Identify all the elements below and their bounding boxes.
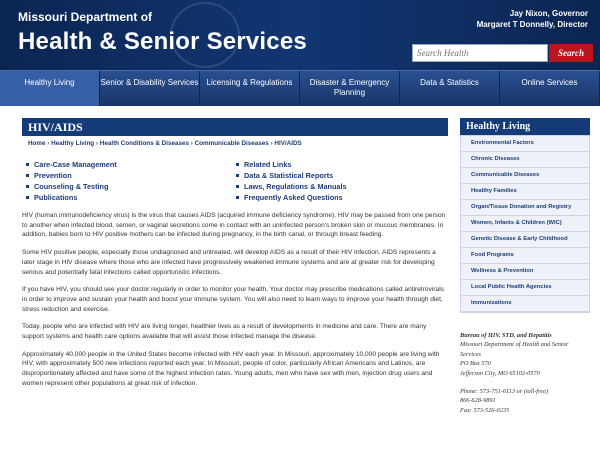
page-title: HIV/AIDS	[22, 118, 448, 136]
link-publications[interactable]: Publications	[26, 192, 236, 203]
topic-links-left	[26, 159, 236, 203]
contact-bureau: Bureau of HIV, STD, and Hepatitis	[460, 332, 552, 339]
nav-data-statistics[interactable]: Data & Statistics	[400, 71, 500, 106]
sidebar-item-organ-donation[interactable]: Organ/Tissue Donation and Registry	[461, 200, 589, 216]
link-prevention[interactable]: Prevention	[26, 170, 236, 181]
sidebar-item-environmental[interactable]: Environmental Factors	[461, 136, 589, 152]
link-faq[interactable]: Frequently Asked Questions	[236, 192, 446, 203]
contact-fax: Fax: 573-526-0235	[460, 406, 510, 414]
site-header	[0, 0, 600, 70]
link-related-links[interactable]: Related Links	[236, 159, 446, 170]
contact-phone: Phone: 573-751-6113 or (toll-free)	[460, 388, 548, 396]
search-input[interactable]	[412, 44, 548, 62]
sidebar-item-wellness[interactable]: Wellness & Prevention	[461, 264, 589, 280]
contact-line: PO Box 570	[460, 360, 491, 368]
sidebar-item-wic[interactable]: Women, Infants & Children (WIC)	[461, 216, 589, 232]
governor-name: Jay Nixon, Governor	[509, 9, 588, 18]
breadcrumb-healthy-living[interactable]: Healthy Living	[51, 140, 95, 147]
nav-senior-disability[interactable]: Senior & Disability Services	[100, 71, 200, 106]
breadcrumb-separator: ›	[95, 140, 100, 147]
officials	[477, 8, 588, 30]
nav-healthy-living[interactable]: Healthy Living	[0, 71, 100, 106]
link-data-reports[interactable]: Data & Statistical Reports	[236, 170, 446, 181]
link-laws-regulations[interactable]: Laws, Regulations & Manuals	[236, 181, 446, 192]
breadcrumb-conditions[interactable]: Health Conditions & Diseases	[99, 140, 189, 147]
contact-info	[460, 331, 590, 415]
search-button[interactable]: Search	[549, 44, 593, 62]
nav-online-services[interactable]: Online Services	[500, 71, 600, 106]
sidebar-item-immunizations[interactable]: Immunizations	[461, 296, 589, 312]
paragraph: If you have HIV, you should see your doctor regularly in order to monitor your health. Your doctor may prescribe medications called antiretrovirals in order to improve and sustain your health and boost your immune system. You will also need to learn ways to improve your health through diet, stress reduction and exercise.	[22, 286, 444, 313]
main-content	[22, 118, 448, 397]
breadcrumb-home[interactable]: Home	[28, 140, 46, 147]
department-name: Missouri Department of	[18, 10, 153, 24]
breadcrumb-current: HIV/AIDS	[274, 140, 302, 147]
sidebar-list	[460, 135, 590, 313]
link-counseling-testing[interactable]: Counseling & Testing	[26, 181, 236, 192]
contact-tollfree: 866-628-9891	[460, 397, 496, 405]
article-body	[22, 211, 448, 389]
contact-line: Jefferson City, MO 65102-0570	[460, 369, 540, 377]
topic-links-right	[236, 159, 446, 203]
sidebar-item-communicable[interactable]: Communicable Diseases	[461, 168, 589, 184]
topic-links	[22, 159, 448, 203]
main-nav	[0, 70, 600, 106]
agency-name[interactable]: Health & Senior Services	[18, 28, 307, 55]
sidebar-item-families[interactable]: Healthy Families	[461, 184, 589, 200]
sidebar-heading: Healthy Living	[460, 118, 590, 135]
sidebar	[460, 118, 590, 415]
breadcrumb-separator: ›	[270, 140, 275, 147]
sidebar-item-chronic[interactable]: Chronic Diseases	[461, 152, 589, 168]
nav-licensing[interactable]: Licensing & Regulations	[200, 71, 300, 106]
nav-disaster[interactable]: Disaster & Emergency Planning	[300, 71, 400, 106]
director-name: Margaret T Donnelly, Director	[476, 20, 588, 29]
breadcrumb-communicable[interactable]: Communicable Diseases	[194, 140, 269, 147]
sidebar-item-food[interactable]: Food Programs	[461, 248, 589, 264]
sidebar-item-genetic[interactable]: Genetic Disease & Early Childhood	[461, 232, 589, 248]
contact-line	[460, 378, 590, 387]
paragraph: Today, people who are infected with HIV are living longer, healthier lives as a result of developments in medicine and care. There are many support systems and health care options available that will assist those infected manage the disease.	[22, 323, 427, 341]
breadcrumb-separator: ›	[190, 140, 195, 147]
contact-line: Missouri Department of Health and Senior Services	[460, 341, 569, 358]
paragraph: HIV (human immunodeficiency virus) is the virus that causes AIDS (acquired immune deficiency syndrome). HIV may be passed from one person to another when infected blood, semen, or vaginal secretions come in contact with an uninfected person's broken skin or mucous membranes. In addition, babies born to HIV positive mothers can be infected during pregnancy, in the birth canal, or through breast feeding.	[22, 212, 446, 239]
breadcrumb	[22, 140, 448, 147]
sidebar-item-local-agencies[interactable]: Local Public Health Agencies	[461, 280, 589, 296]
paragraph: Approximately 40,000 people in the United States become infected with HIV each year. In Missouri, approximately 10,000 people are living with HIV, with approximately 500 new infections reported each year. In Missouri, people of color, particularly African Americans and Latinos, are disproportionately affected and have some of the highest infection rates. Young adults, men who have sex with men, injection drug users and women represent other populations at great risk of infection.	[22, 350, 440, 387]
paragraph: Some HIV positive people, especially those undiagnosed and untreated, will develop AIDS as a result of their HIV infection. AIDS represents a later stage in HIV disease where those who are infected have progressively weakened immune systems and are at greater risk for developing serious and potentially fatal infections called opportunistic infections.	[22, 249, 436, 276]
link-care-case-management[interactable]: Care-Case Management	[26, 159, 236, 170]
breadcrumb-separator: ›	[47, 140, 52, 147]
